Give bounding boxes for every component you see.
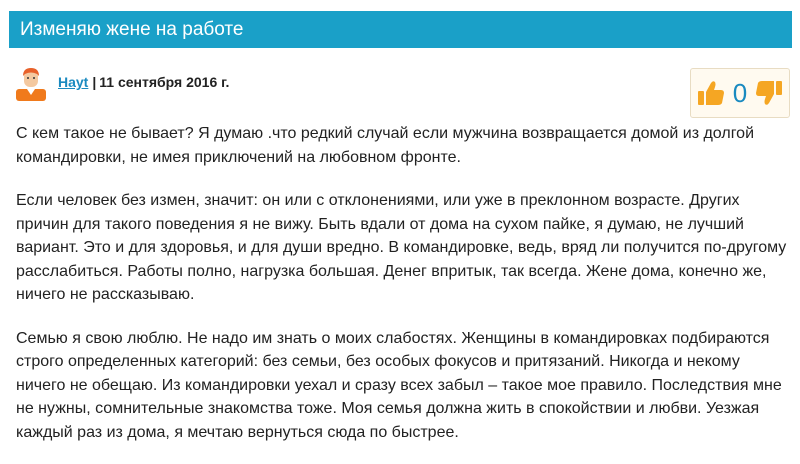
user-avatar-icon — [16, 67, 46, 101]
author-line — [58, 74, 229, 90]
vote-widget — [690, 68, 790, 118]
post-body — [16, 122, 792, 464]
post-meta — [16, 64, 229, 104]
thumbs-down-icon[interactable] — [755, 79, 783, 107]
author-link[interactable]: Hayt — [58, 74, 89, 90]
paragraph: Семью я свою люблю. Не надо им знать о моих слабостях. Женщины в командировках подбираются строго определенных категорий: без семьи, без особых фокусов и притязаний. Никогда и некому ничего не обещаю. Из командировки уехал и сразу всех забыл – такое мое правило. Последствия мне не нужны, сомнительные знакомства тоже. Моя семья должна жить в спокойствии и любви. Уезжая каждый раз из дома, я мечтаю вернуться сюда по быстрее. — [16, 329, 782, 441]
meta-separator: | — [92, 74, 97, 90]
post-date: 11 сентября 2016 г. — [99, 74, 230, 90]
vote-score: 0 — [732, 78, 748, 108]
paragraph: С кем такое не бывает? Я думаю .что редкий случай если мужчина возвращается домой из долгой командировки, не имея приключений на любовном фронте. — [16, 125, 755, 166]
paragraph: Если человек без измен, значит: он или с отклонениями, или уже в преклонном возрасте. Других причин для такого поведения я не вижу. Быть вдали от дома на сухом пайке, я думаю, не лучший вариант. Это и для здоровья, и для души вредно. В командировке, ведь, вряд ли получится по-другому расслабиться. Работы полно, нагрузка большая. Денег впритык, так всегда. Жене дома, конечно же, ничего не рассказываю. — [16, 192, 787, 303]
thumbs-up-icon[interactable] — [697, 79, 725, 107]
post-title: Изменяю жене на работе — [20, 19, 244, 40]
post-title-bar — [9, 11, 792, 48]
